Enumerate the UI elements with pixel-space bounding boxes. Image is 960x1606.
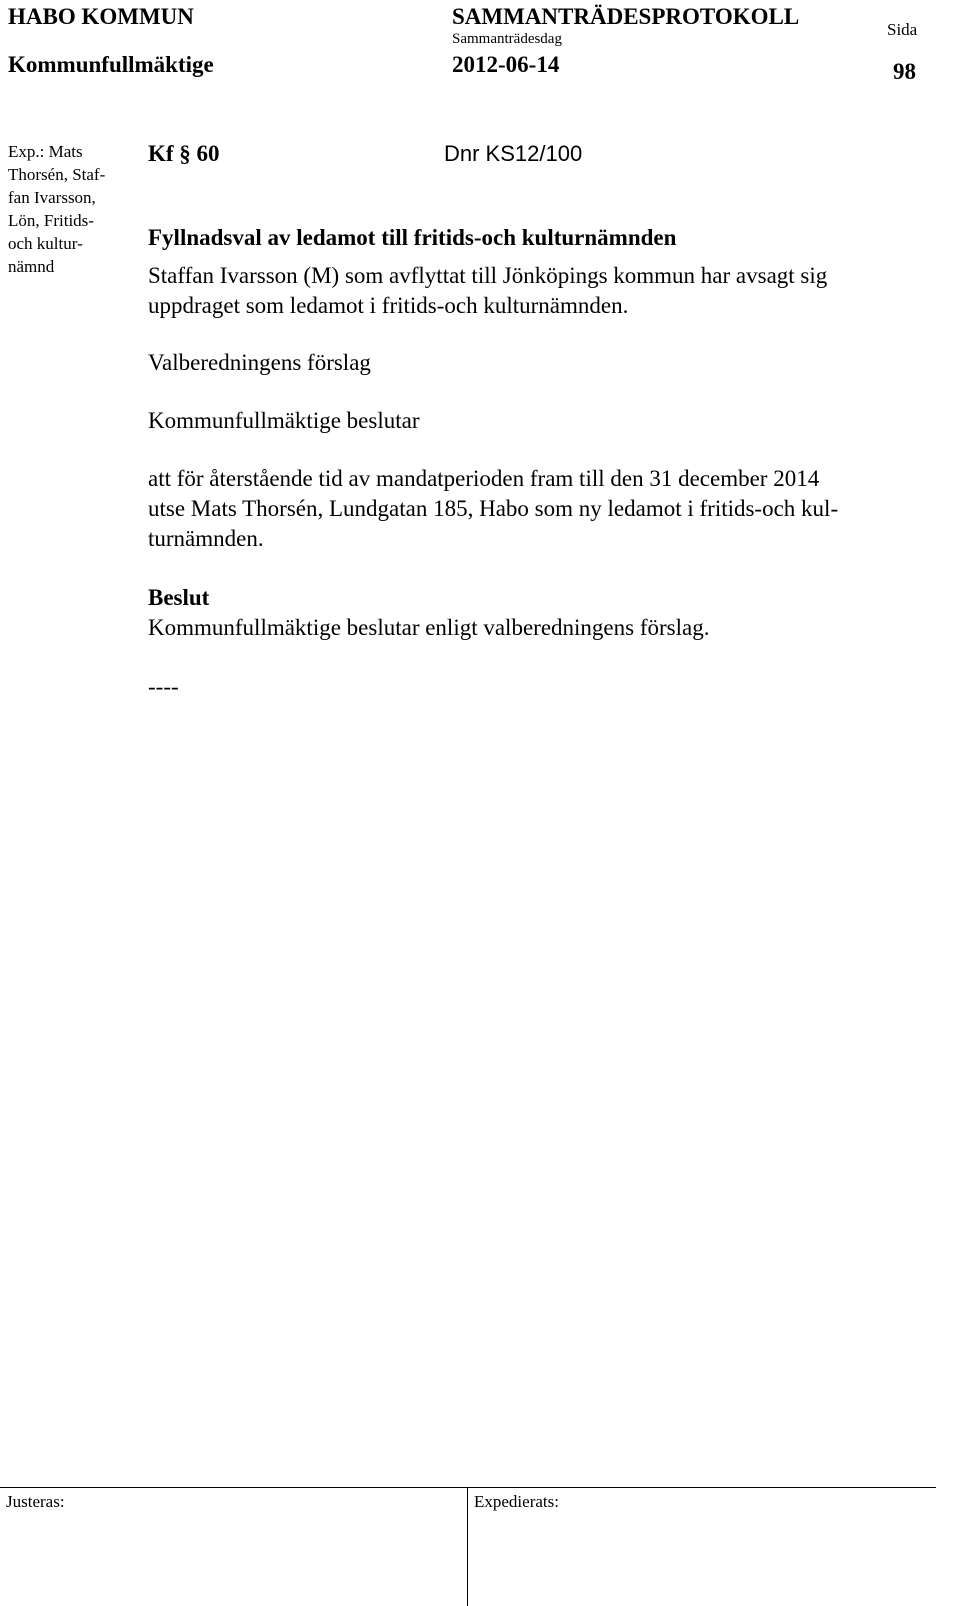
proposal-line: utse Mats Thorsén, Lundgatan 185, Habo som ny ledamot i fritids-och kul- bbox=[148, 496, 839, 521]
intro-line: Staffan Ivarsson (M) som avflyttat till Jönköpings kommun har avsagt sig bbox=[148, 263, 828, 288]
org-name: HABO KOMMUN bbox=[8, 4, 194, 29]
page-label: Sida bbox=[887, 20, 918, 39]
decision-text: Kommunfullmäktige beslutar enligt valberedningens förslag. bbox=[148, 615, 710, 640]
justeras-label: Justeras: bbox=[6, 1492, 65, 1511]
footer-divider bbox=[467, 1487, 468, 1606]
proposal-line: turnämnden. bbox=[148, 526, 264, 551]
footer-top-rule bbox=[0, 1487, 936, 1488]
expedierats-label: Expedierats: bbox=[474, 1492, 559, 1511]
decision-heading: Beslut bbox=[148, 585, 210, 610]
paragraph-number: Kf § 60 bbox=[148, 141, 220, 166]
distribution-note-line: Thorsén, Staf- bbox=[8, 165, 106, 184]
doc-type: SAMMANTRÄDESPROTOKOLL bbox=[452, 4, 800, 29]
distribution-note-line: Lön, Fritids- bbox=[8, 211, 94, 230]
date-label: Sammanträdesdag bbox=[452, 31, 562, 47]
distribution-note bbox=[8, 140, 105, 278]
intro-line: uppdraget som ledamot i fritids-och kulturnämnden. bbox=[148, 293, 629, 318]
intro-text bbox=[148, 261, 827, 321]
distribution-note-line: och kultur- bbox=[8, 234, 83, 253]
body-name: Kommunfullmäktige bbox=[8, 52, 214, 77]
registration-number: Dnr KS12/100 bbox=[444, 141, 583, 166]
distribution-note-line: nämnd bbox=[8, 257, 55, 276]
proposal-text bbox=[148, 464, 838, 554]
proposal-heading: Valberedningens förslag bbox=[148, 350, 371, 375]
meeting-date: 2012-06-14 bbox=[452, 52, 560, 77]
end-mark: ---- bbox=[148, 674, 179, 699]
distribution-note-line: fan Ivarsson, bbox=[8, 188, 96, 207]
page-number: 98 bbox=[893, 59, 916, 84]
proposal-line: att för återstående tid av mandatperioden fram till den 31 december 2014 bbox=[148, 466, 820, 491]
distribution-note-line: Exp.: Mats bbox=[8, 142, 83, 161]
proposal-lead: Kommunfullmäktige beslutar bbox=[148, 408, 420, 433]
item-title: Fyllnadsval av ledamot till fritids-och kulturnämnden bbox=[148, 225, 677, 250]
